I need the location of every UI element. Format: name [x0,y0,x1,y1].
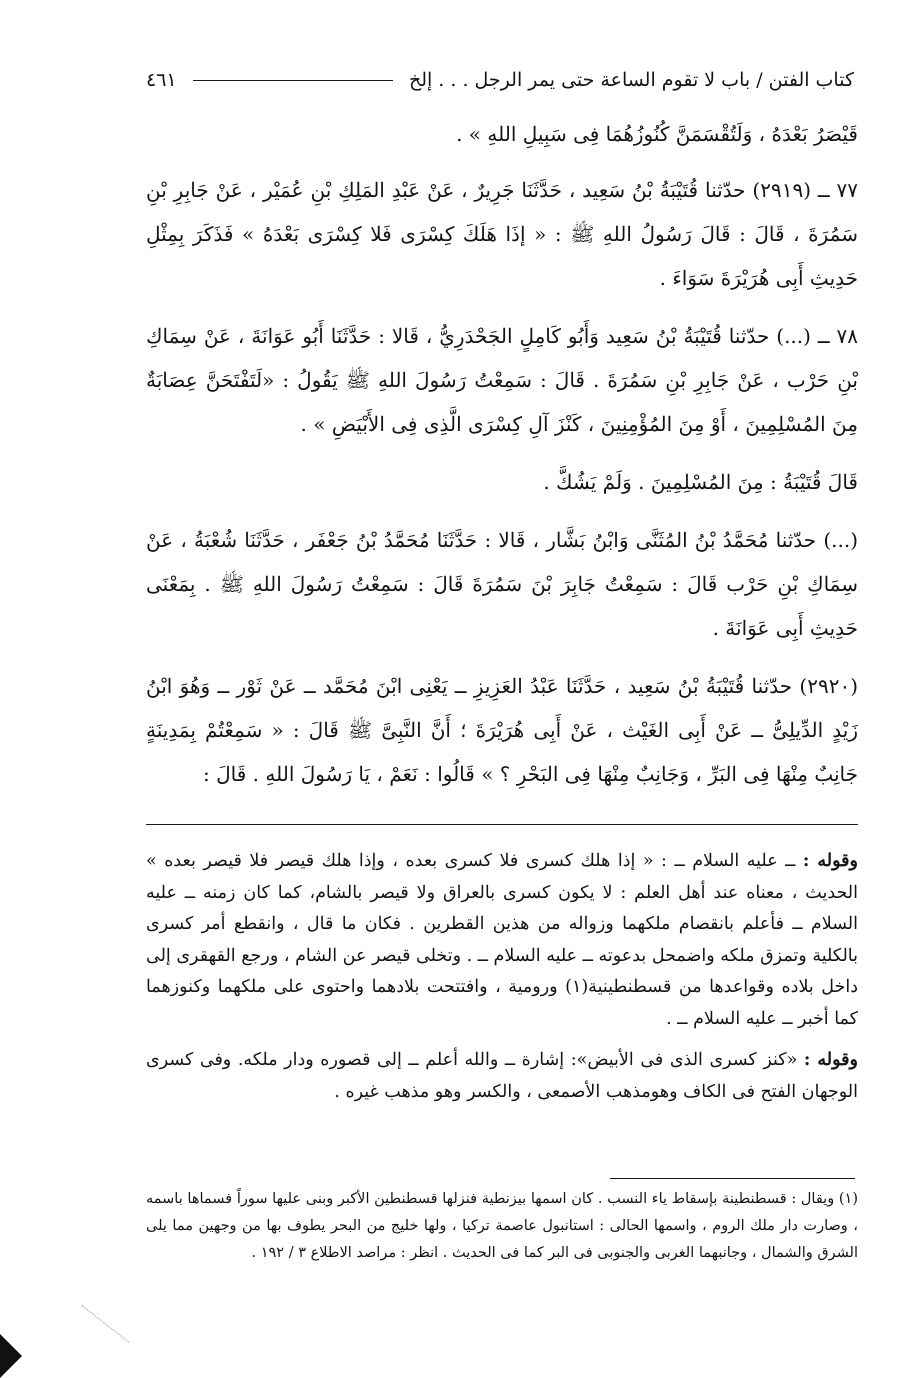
hadith-paragraph: قَيْصَرُ بَعْدَهُ ، وَلَتُقْسَمَنَّ كُنُوزُهُمَا فِى سَبِيلِ اللهِ » . [456,122,858,146]
commentary-paragraph [146,1045,858,1108]
header-title: كتاب الفتن / باب لا تقوم الساعة حتى يمر الرجل . . . إلخ [408,69,854,91]
commentary [146,846,858,1118]
hadith-paragraph: (...) حدّثنا مُحَمَّدُ بْنُ المُثَنَّى وَابْنُ بَشَّار ، قَالا : حَدَّثَنَا مُحَمَّدُ بْنُ جَعْفَر ، حَدَّثَنَا شُعْبَةُ ، عَنْ سِمَاكِ بْنِ حَرْب قَالَ : سَمِعْتُ جَابِرَ بْنَ سَمُرَةَ قَالَ : سَمِعْتُ رَسُولَ اللهِ ﷺ . بِمَعْنَى حَدِيثِ أَبِى عَوَانَةَ . [146,528,858,640]
footnote [146,1186,858,1267]
commentary-text: ــ عليه السلام ــ : « إذا هلك كسرى فلا كسرى بعده ، وإذا هلك قيصر فلا قيصر بعده » الحديث ، معناه عند أهل العلم : لا يكون كسرى بالعراق ولا قيصر بالشام، كما كان زمنه ــ عليه السلام ــ فأعلم بانقصام ملكهما وزواله من هذين القطرين . فكان ما قال ، وانقطع أمر كسرى بالكلية وتمزق ملكه واضمحل بدعوته ــ عليه السلام ــ . وتخلى قيصر عن الشام ، ورجع القهقرى إلى داخل بلاده وقواعدها من قسطنطينية(١) ورومية ، وافتتحت بلادهما واحتوى على ملكهما وكنوزهما كما أخبر ــ عليه السلام ــ . [146,851,858,1029]
hadith-text [146,112,858,810]
hadith-paragraph: ٧٨ ــ (...) حدّثنا قُتَيْبَةُ بْنُ سَعِيد وَأَبُو كَامِلٍ الجَحْدَرِيُّ ، قَالا : حَدَّثَنَا أَبُو عَوَانَةَ ، عَنْ سِمَاكِ بْنِ حَرْب ، عَنْ جَابِرِ بْنِ سَمُرَةَ . قَالَ : سَمِعْتُ رَسُولَ اللهِ ﷺ يَقُولُ : «لَتَفْتَحَنَّ عِصَابَةٌ مِنَ المُسْلِمِينَ ، أَوْ مِنَ المُؤْمِنِينَ ، كَنْزَ آلِ كِسْرَى الَّذِى فِى الأَبْيَضِ » . [146,324,858,436]
section-divider [146,824,858,825]
commentary-paragraph [146,846,858,1035]
hadith-paragraph: (٢٩٢٠) حدّثنا قُتَيْبَةُ بْنُ سَعِيد ، حَدَّثَنَا عَبْدُ العَزِيزِ ــ يَعْنِى ابْنَ مُحَمَّد ــ عَنْ ثَوْر ــ وَهُوَ ابْنُ زَيْدٍ الدِّيلِىُّ ــ عَنْ أَبِى الغَيْث ، عَنْ أَبِى هُرَيْرَةَ ؛ أَنَّ النَّبِىَّ ﷺ قَالَ : « سَمِعْتُمْ بِمَدِينَةٍ جَانِبٌ مِنْهَا فِى البَرِّ ، وَجَانِبٌ مِنْهَا فِى البَحْرِ ؟ » قَالُوا : نَعَمْ ، يَا رَسُولَ اللهِ . قَالَ : [146,674,858,786]
commentary-text: «كنز كسرى الذى فى الأبيض»: إشارة ــ والله أعلم ــ إلى قصوره ودار ملكه. وفى كسرى الوجهان الفتح فى الكاف وهومذهب الأصمعى ، والكسر وهو مذهب غيره . [146,1050,858,1102]
hadith-paragraph: ٧٧ ــ (٢٩١٩) حدّثنا قُتَيْبَةُ بْنُ سَعِيد ، حَدَّثَنَا جَرِيرٌ ، عَنْ عَبْدِ المَلِكِ بْنِ عُمَيْر ، عَنْ جَابِرِ بْنِ سَمُرَةَ ، قَالَ : قَالَ رَسُولُ اللهِ ﷺ : « إذَا هَلَكَ كِسْرَى فَلا كِسْرَى بَعْدَهُ » فَذَكَرَ بِمِثْلِ حَدِيثِ أَبِى هُرَيْرَةَ سَوَاءَ . [146,178,858,290]
hadith-paragraph: قَالَ قُتَيْبَةُ : مِنَ المُسْلِمِينَ . وَلَمْ يَشُكَّ . [543,470,858,494]
running-header [146,60,854,100]
scan-corner-mark [0,1334,22,1378]
header-rule [193,80,393,81]
scan-scratch-mark [81,1305,129,1343]
commentary-lead: وقوله : [802,851,858,871]
commentary-lead: وقوله : [803,1050,858,1070]
page-number: ٤٦١ [146,69,177,91]
footnote-divider [610,1178,855,1179]
footnote-text: (١) ويقال : قسطنطينة بإسقاط ياء النسب . كان اسمها بيزنطية فنزلها قسطنطين الأكبر وبنى عليها سوراً فسماها باسمه ، وصارت دار ملك الروم ، واسمها الحالى : استانبول عاصمة تركيا ، ولها خليج من البحر يطوف بها من وجهين مما يلى الشرق والشمال ، وجانبهما الغربى والجنوبى فى البر كما فى الحديث . انظر : مراصد الاطلاع ٣ / ١٩٢ . [146,1191,858,1261]
